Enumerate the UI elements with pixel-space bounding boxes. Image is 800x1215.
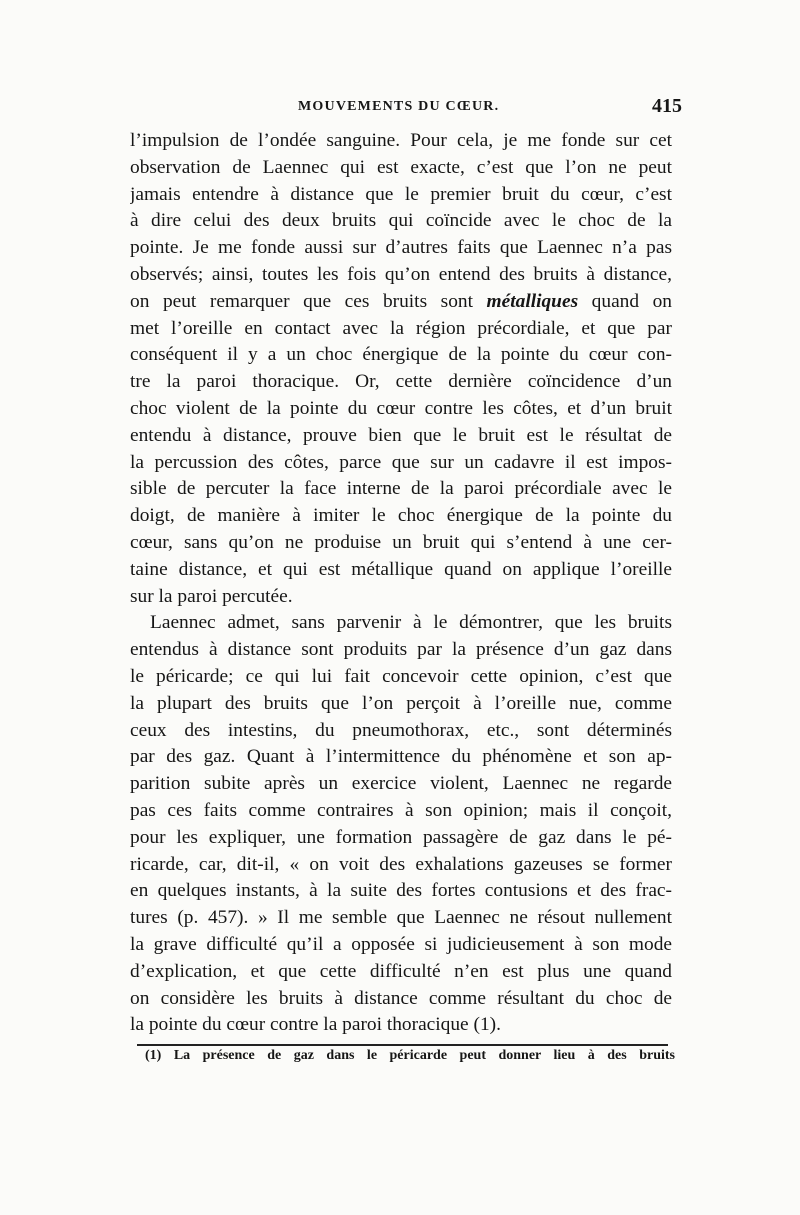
body-text bbox=[130, 128, 672, 1039]
text-line: ricarde, car, dit-il, « on voit des exhalations gazeuses se former bbox=[130, 853, 672, 875]
text-line: on peut remarquer que ces bruits sont métalliques quand on bbox=[130, 290, 672, 312]
text-line: tre la paroi thoracique. Or, cette dernière coïncidence d’un bbox=[130, 371, 672, 393]
footnote: (1) La présence de gaz dans le péricarde peut donner lieu à des bruits bbox=[145, 1048, 675, 1063]
text-line: cœur, sans qu’on ne produise un bruit qui s’entend à une cer- bbox=[130, 531, 672, 553]
text-line: le péricarde; ce qui lui fait concevoir cette opinion, c’est que bbox=[130, 665, 672, 687]
text-line: ceux des intestins, du pneumothorax, etc., sont déterminés bbox=[130, 719, 672, 741]
text-line: sur la paroi percutée. bbox=[130, 585, 293, 607]
page-header bbox=[130, 95, 682, 121]
text-line: en quelques instants, à la suite des fortes contusions et des frac- bbox=[130, 880, 672, 902]
paragraph bbox=[130, 610, 672, 1039]
page-number: 415 bbox=[652, 95, 682, 117]
text-line: entendus à distance sont produits par la présence d’un gaz dans bbox=[130, 639, 672, 661]
paragraph bbox=[130, 128, 672, 610]
text-line: la plupart des bruits que l’on perçoit à l’oreille nue, comme bbox=[130, 692, 672, 714]
text-line: pointe. Je me fonde aussi sur d’autres faits que Laennec n’a pas bbox=[130, 237, 672, 259]
text-line: jamais entendre à distance que le premier bruit du cœur, c’est bbox=[130, 183, 672, 205]
text-line: conséquent il y a un choc énergique de la pointe du cœur con- bbox=[130, 344, 672, 366]
text-line: d’explication, et que cette difficulté n’en est plus une quand bbox=[130, 960, 672, 982]
text-line: parition subite après un exercice violent, Laennec ne regarde bbox=[130, 773, 672, 795]
text-line: à dire celui des deux bruits qui coïncide avec le choc de la bbox=[130, 210, 672, 232]
text-line: tures (p. 457). » Il me semble que Laennec ne résout nullement bbox=[130, 907, 672, 929]
text-line: met l’oreille en contact avec la région précordiale, et que par bbox=[130, 317, 672, 339]
text-line: par des gaz. Quant à l’intermittence du phénomène et son ap- bbox=[130, 746, 672, 768]
text-line: on considère les bruits à distance comme résultant du choc de bbox=[130, 987, 672, 1009]
text-line: sible de percuter la face interne de la paroi précordiale avec le bbox=[130, 478, 672, 500]
text-line: doigt, de manière à imiter le choc énergique de la pointe du bbox=[130, 505, 672, 527]
text-line: choc violent de la pointe du cœur contre les côtes, et d’un bruit bbox=[130, 397, 672, 419]
text-line: pour les expliquer, une formation passagère de gaz dans le pé- bbox=[130, 826, 672, 848]
emphasized-word: métalliques bbox=[486, 290, 579, 312]
text-line: la grave difficulté qu’il a opposée si judicieusement à son mode bbox=[130, 933, 672, 955]
running-title: MOUVEMENTS DU CŒUR. bbox=[298, 99, 500, 114]
text-line: taine distance, et qui est métallique quand on applique l’oreille bbox=[130, 558, 672, 580]
text-line: l’impulsion de l’ondée sanguine. Pour cela, je me fonde sur cet bbox=[130, 130, 672, 151]
text-line: la pointe du cœur contre la paroi thoracique (1). bbox=[130, 1014, 501, 1036]
text-line: pas ces faits comme contraires à son opinion; mais il conçoit, bbox=[130, 799, 672, 821]
text-line: Laennec admet, sans parvenir à le démontrer, que les bruits bbox=[150, 612, 672, 634]
text-line: observés; ainsi, toutes les fois qu’on entend des bruits à distance, bbox=[130, 263, 672, 285]
text-line: la percussion des côtes, parce que sur un cadavre il est impos- bbox=[130, 451, 672, 473]
text-line: entendu à distance, prouve bien que le bruit est le résultat de bbox=[130, 424, 672, 446]
text-line: observation de Laennec qui est exacte, c’est que l’on ne peut bbox=[130, 156, 672, 178]
